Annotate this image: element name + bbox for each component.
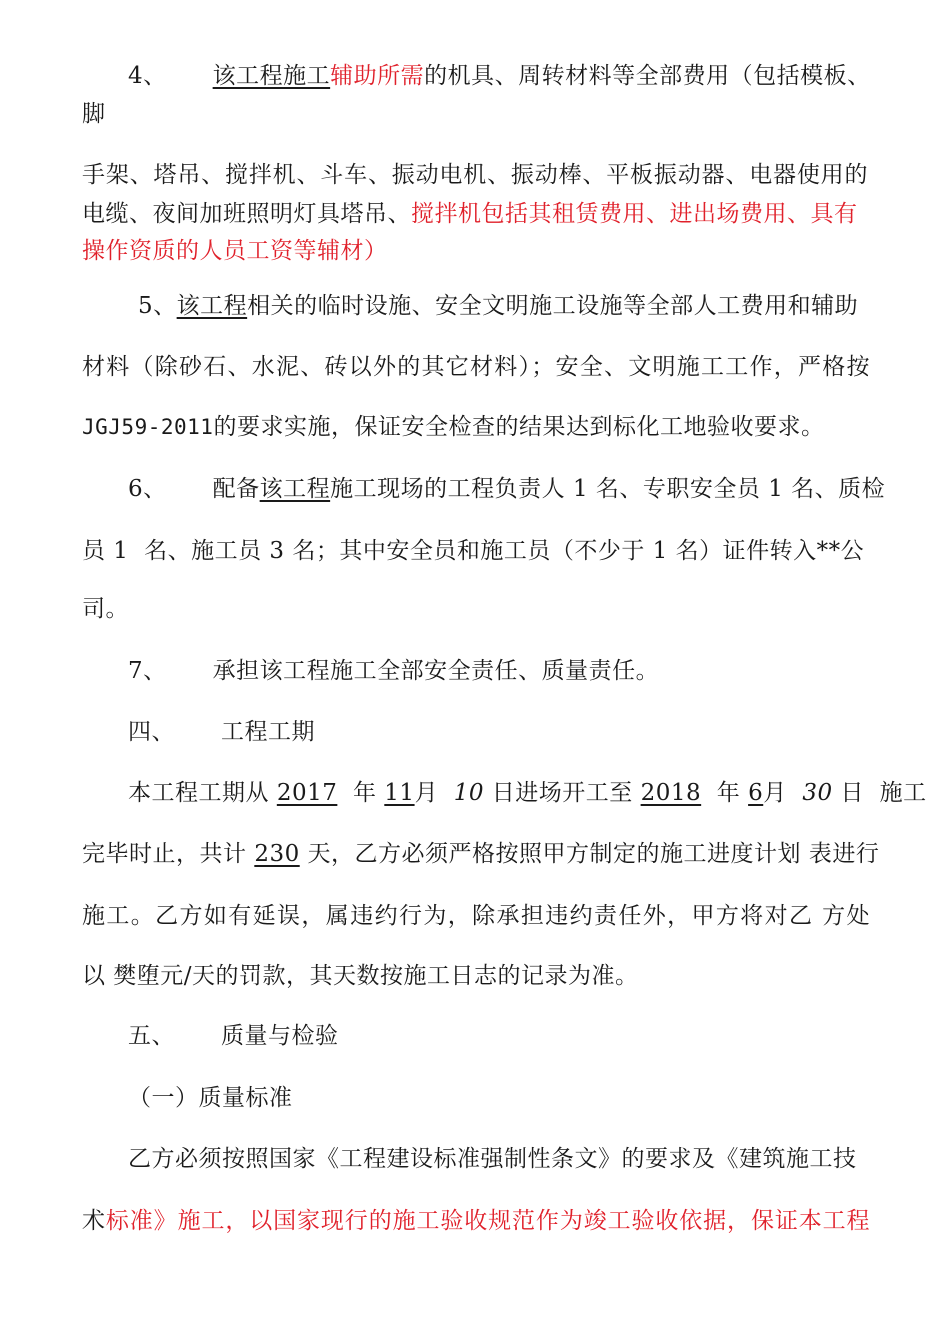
red-phrase: 辅助所需 [330,63,425,89]
section-title: 工程工期 [221,719,315,745]
text-run: 术 [82,1208,106,1234]
item-4-line-1 [82,61,882,91]
text-run: 员 1 名、施工员 3 名；其中安全员和施工员（不少于 1 名）证件转入**公 [82,538,865,564]
subsection-title: （一）质量标准 [128,1085,293,1111]
red-phrase: 搅拌机包括其租赁费用、进出场费用、具有 [411,201,858,227]
section-number: 四、 [128,719,175,745]
item-7-number: 7、 [128,658,167,684]
start-day: 10 [453,780,484,806]
total-days: 230 [254,841,300,867]
text-run: 相关的临时设施、安全文明施工设施等全部人工费用和辅助 [247,293,859,319]
quality-line-1 [82,1144,882,1174]
subsection-heading [82,1083,882,1113]
underlined-phrase: 该工程施工 [212,63,331,89]
text-run: 电缆、夜间加班照明灯具塔吊、 [82,201,411,227]
item-5-number: 5、 [138,293,177,319]
text-run: 材料（除砂石、水泥、砖以外的其它材料）；安全、文明施工工作，严格按 [82,354,870,380]
text-run: 年 [701,780,749,806]
text-run: 年 [337,780,385,806]
start-year: 2017 [276,780,338,806]
end-month: 6 [748,780,764,806]
text-run: 乙方必须按照国家《工程建设标准强制性条文》的要求及《建筑施工技 [128,1146,857,1172]
item-4-line-3 [82,160,868,190]
quality-line-2 [82,1206,870,1236]
item-4-number: 4、 [128,63,167,89]
text-run: 的要求实施，保证安全检查的结果达到标化工地验收要求。 [213,414,825,440]
item-6-line-3 [82,594,882,624]
text-run: 承担该工程施工全部安全责任、质量责任。 [212,658,660,684]
text-run: 以 樊堕元/天的罚款，其天数按施工日志的记录为准。 [82,963,639,989]
text-run: 本工程工期从 [128,780,277,806]
red-phrase: 标准》施工，以国家现行的施工验收规范作为竣工验收依据，保证本工程 [105,1208,870,1234]
item-6-line-1 [82,474,886,504]
text-run: 施工现场的工程负责人 1 名、专职安全员 1 名、质检 [330,476,886,502]
start-month: 11 [384,780,415,806]
text-run: 脚 [82,101,106,127]
underlined-phrase: 该工程 [176,293,248,319]
schedule-line-1 [82,778,927,808]
text-run: 完毕时止，共计 [82,841,255,867]
red-phrase: 操作资质的人员工资等辅材） [82,238,388,264]
section-number: 五、 [128,1023,175,1049]
text-run: 天，乙方必须严格按照甲方制定的施工进度计划 表进行 [299,841,880,867]
text-run: 月 [763,780,803,806]
text-run: 手架、塔吊、搅拌机、斗车、振动电机、振动棒、平板振动器、电器使用的 [82,162,868,188]
item-7-line-1 [82,656,882,686]
text-run: 月 [414,780,454,806]
item-4-line-2 [82,99,882,129]
text-run: 日进场开工至 [483,780,641,806]
item-6-number: 6、 [128,476,167,502]
item-4-line-5 [82,236,882,266]
text-run: 日 施工 [832,780,927,806]
text-run: 施工。乙方如有延误，属违约行为，除承担违约责任外，甲方将对乙 方处 [82,903,870,929]
end-day: 30 [802,780,833,806]
schedule-line-2 [82,839,882,869]
section-5-heading [82,1021,882,1051]
text-run: 的机具、周转材料等全部费用（包括模板、 [424,63,871,89]
text-run: 配备 [212,476,260,502]
section-title: 质量与检验 [221,1023,339,1049]
underlined-phrase: 该工程 [259,476,331,502]
schedule-line-4 [82,961,882,991]
schedule-line-3 [82,901,870,931]
item-4-line-4 [82,199,882,229]
item-5-line-3 [82,412,882,442]
item-5-line-1 [82,291,882,321]
text-run: 司。 [82,596,129,622]
section-4-heading [82,717,882,747]
item-6-line-2 [82,536,882,566]
end-year: 2018 [640,780,702,806]
standard-code: JGJ59-2011 [82,415,214,439]
item-5-line-2 [82,352,870,382]
